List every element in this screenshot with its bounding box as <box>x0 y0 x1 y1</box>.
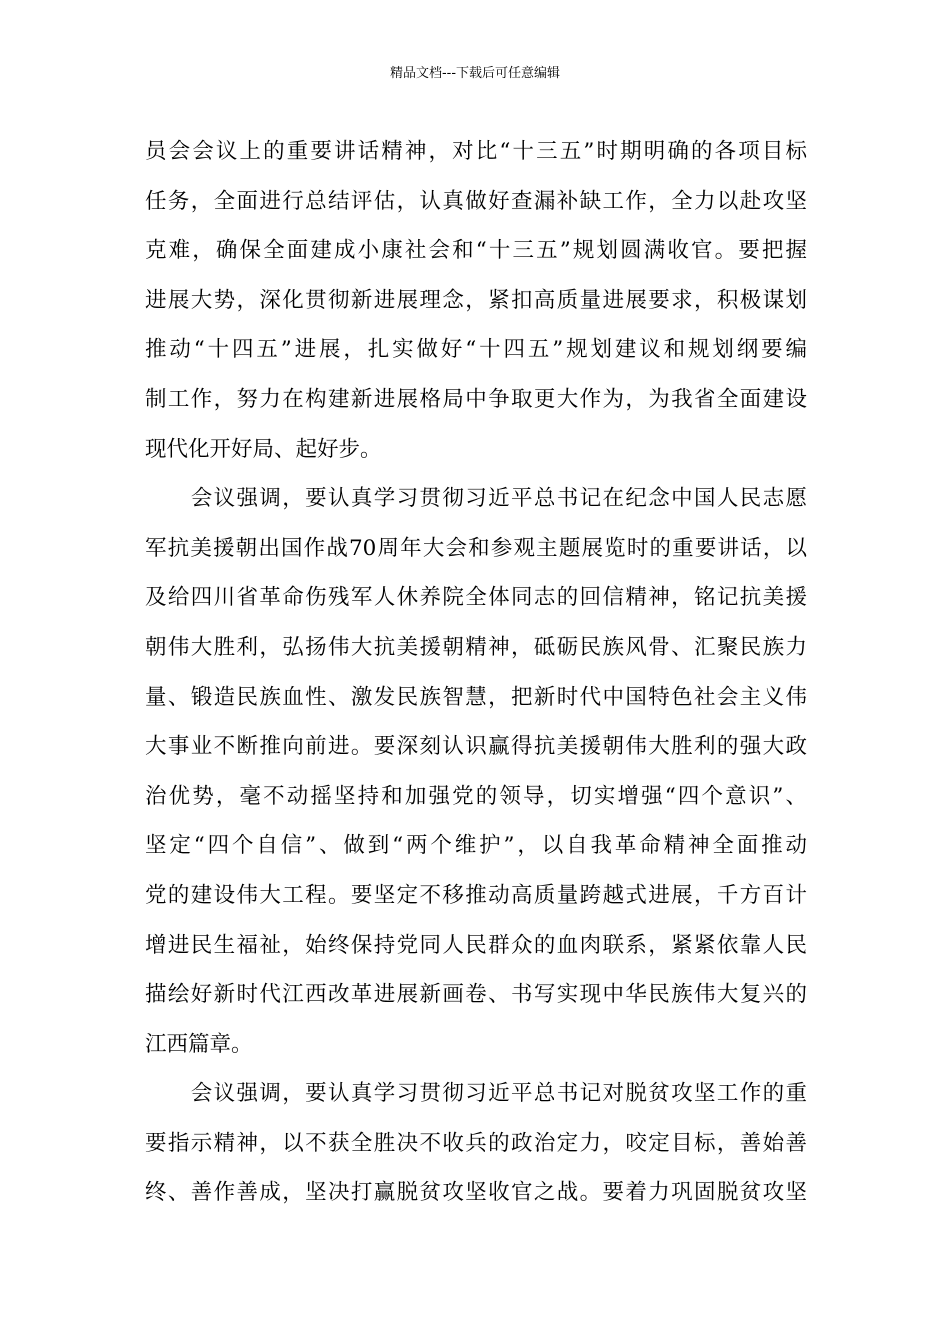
text-line: 员会会议上的重要讲话精神，对比“十三五”时期明确的各项目标 <box>145 139 807 164</box>
paragraph-1 <box>145 127 807 474</box>
text-line: 及给四川省革命伤残军人休养院全体同志的回信精神，铭记抗美援 <box>145 585 807 611</box>
page-header: 精品文档---下载后可任意编辑 <box>389 66 561 81</box>
text-line: 终、善作善成，坚决打赢脱贫攻坚收官之战。要着力巩固脱贫攻坚 <box>145 1180 807 1206</box>
text-line: 克难，确保全面建成小康社会和“十三五”规划圆满收官。要把握 <box>145 238 807 264</box>
text-line: 会议强调，要认真学习贯彻习近平总书记在纪念中国人民志愿 <box>145 486 807 512</box>
text-line: 江西篇章。 <box>145 1031 253 1057</box>
text-line: 要指示精神，以不获全胜决不收兵的政治定力，咬定目标，善始善 <box>145 1130 807 1156</box>
text-line: 党的建设伟大工程。要坚定不移推动高质量跨越式进展，千方百计 <box>145 882 807 908</box>
text-line: 制工作，努力在构建新进展格局中争取更大作为，为我省全面建设 <box>145 386 807 412</box>
paragraph-3 <box>145 1069 807 1218</box>
text-line: 坚定“四个自信”、做到“两个维护”，以自我革命精神全面推动 <box>145 833 807 859</box>
paragraph-2 <box>145 474 807 1069</box>
text-line: 进展大势，深化贯彻新进展理念，紧扣高质量进展要求，积极谋划 <box>145 287 807 313</box>
text-line: 朝伟大胜利，弘扬伟大抗美援朝精神，砥砺民族风骨、汇聚民族力 <box>145 634 807 660</box>
text-line: 增进民生福祉，始终保持党同人民群众的血肉联系，紧紧依靠人民 <box>145 932 807 958</box>
text-line: 军抗美援朝出国作战70周年大会和参观主题展览时的重要讲话，以 <box>145 535 807 561</box>
text-line: 会议强调，要认真学习贯彻习近平总书记对脱贫攻坚工作的重 <box>145 1081 807 1107</box>
text-line: 任务，全面进行总结评估，认真做好查漏补缺工作，全力以赴攻坚 <box>145 188 807 214</box>
text-line: 现代化开好局、起好步。 <box>145 436 382 462</box>
text-line: 推动“十四五”进展，扎实做好“十四五”规划建议和规划纲要编 <box>145 337 807 363</box>
document-body <box>145 127 807 1218</box>
text-line: 大事业不断推向前进。要深刻认识赢得抗美援朝伟大胜利的强大政 <box>145 734 807 760</box>
text-line: 量、锻造民族血性、激发民族智慧，把新时代中国特色社会主义伟 <box>145 684 807 710</box>
text-line: 描绘好新时代江西改革进展新画卷、书写实现中华民族伟大复兴的 <box>145 982 807 1008</box>
text-line: 治优势，毫不动摇坚持和加强党的领导，切实增强“四个意识”、 <box>145 783 807 809</box>
